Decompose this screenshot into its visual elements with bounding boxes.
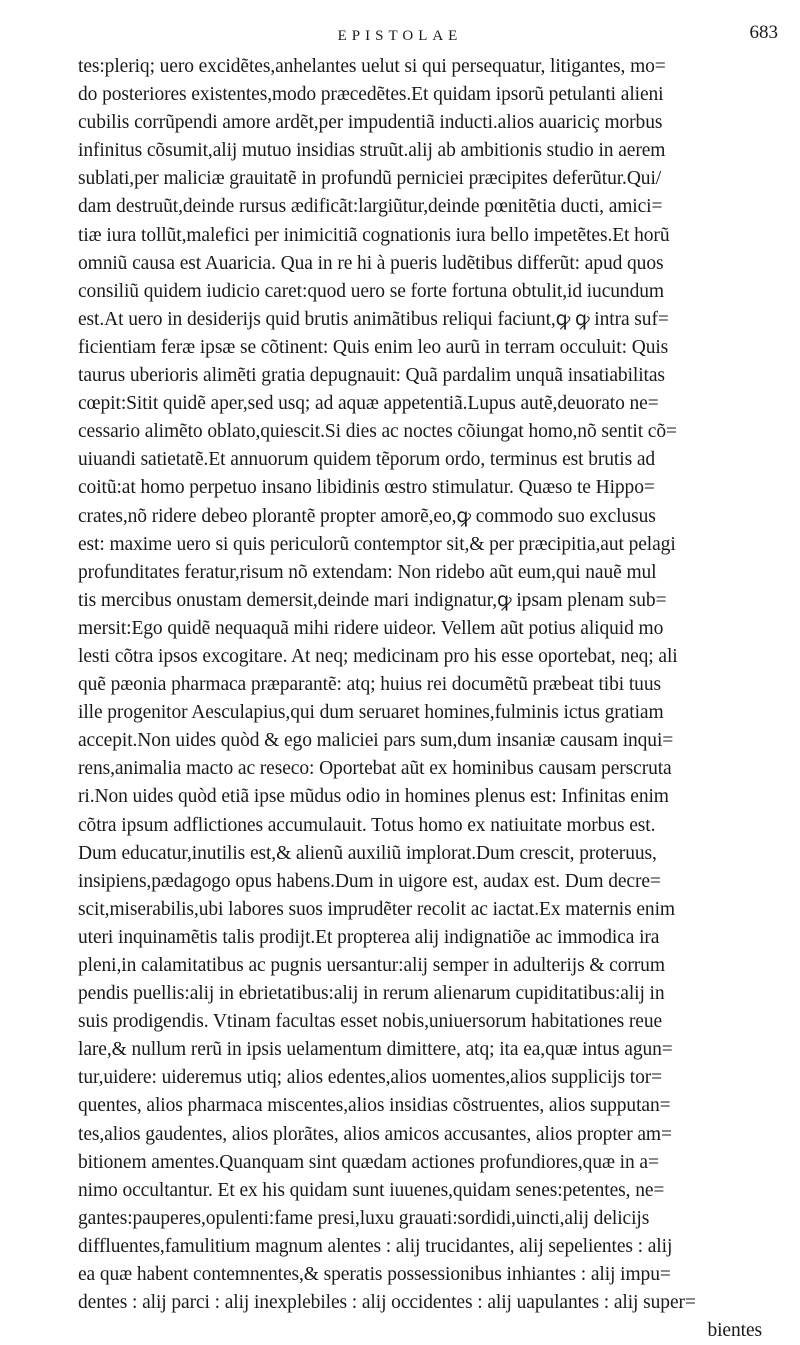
body-text [78, 53, 766, 1345]
text-line: taurus uberioris alimẽti gratia depugnauit: Quã pardalim unquã insatiabilitas [78, 365, 665, 387]
text-line: quẽ pæonia pharmaca præparantẽ: atq; huius rei documẽtũ præbeat tibi tuus [78, 674, 661, 696]
text-line: accepit.Non uides quòd & ego maliciei pars sum,dum insaniæ causam inqui= [78, 730, 674, 752]
text-line: diffluentes,famulitium magnum alentes : alij trucidantes, alij sepelientes : alij [78, 1235, 673, 1257]
text-line: bitionem amentes.Quanquam sint quædam actiones profundiores,quæ in a= [78, 1151, 659, 1173]
text-line: cœpit:Sitit quidẽ aper,sed usq; ad aquæ appetentiã.Lupus autẽ,deuorato ne= [78, 393, 659, 415]
text-line: coitũ:at homo perpetuo insano libidinis œstro stimulatur. Quæso te Hippo= [78, 477, 655, 499]
page-number: 683 [749, 22, 778, 43]
text-line: omniũ causa est Auaricia. Qua in re hi à pueris ludẽtibus differũt: apud quos [78, 252, 664, 274]
text-line: uteri inquinamẽtis talis prodijt.Et propterea alij indignatiõe ac immodica ira [78, 926, 660, 948]
running-head: EPISTOLAE [337, 28, 463, 44]
text-line: pleni,in calamitatibus ac pugnis uersantur:alij semper in adulterijs & corrum [78, 955, 665, 976]
text-line: cõtra ipsum adflictiones accumulauit. Totus homo ex natiuitate morbus est. [78, 814, 656, 836]
text-line: gantes:pauperes,opulenti:fame presi,luxu grauati:sordidi,uincti,alij delicijs [78, 1207, 650, 1229]
text-line: est: maxime uero si quis periculorũ contemptor sit,& per præcipitia,aut pelagi [78, 533, 676, 555]
text-line: infinitus cõsumit,alij mutuo insidias struũt.alij ab ambitionis studio in aerem [78, 140, 666, 162]
text-line: dentes : alij parci : alij inexplebiles : alij occidentes : alij uapulantes : alij super= [78, 1292, 696, 1314]
text-line: ri.Non uides quòd etiã ipse mũdus odio in homines plenus est: Infinitas enim [78, 786, 669, 808]
text-line: tes:pleriq; uero excidẽtes,anhelantes uelut si qui persequatur, litigantes, mo= [78, 56, 666, 77]
text-line: do posteriores existentes,modo præcedẽtes.Et quidam ipsorũ petulanti alieni [78, 84, 664, 106]
text-line: uiuandi satietatẽ.Et annuorum quidem tẽporum ordo, terminus est brutis ad [78, 449, 656, 471]
text-line: mersit:Ego quidẽ nequaquã mihi ridere uideor. Vellem aũt potius aliquid mo [78, 617, 664, 639]
text-line: Dum educatur,inutilis est,& alienũ auxiliũ implorat.Dum crescit, proteruus, [78, 842, 657, 864]
text-line: lesti cõtra ipsos excogitare. At neq; medicinam pro his esse oportebat, neq; ali [78, 645, 678, 667]
text-line: nimo occultantur. Et ex his quidam sunt iuuenes,quidam senes:petentes, ne= [78, 1179, 665, 1201]
text-line: profunditates feratur,risum nõ extendam: Non ridebo aũt eum,qui nauẽ mul [78, 561, 657, 583]
catchword: bientes [707, 1320, 762, 1342]
text-line: dam destruũt,deinde rursus ædificãt:largiũtur,deinde pœnitẽtia ducti, amici= [78, 196, 663, 218]
text-line: crates,nõ ridere debeo plorantẽ propter amorẽ,eo,ꝙ commodo suo exclusus [78, 505, 656, 527]
text-line: ficientiam feræ ipsæ se cõtinent: Quis enim leo aurũ in terram occuluit: Quis [78, 336, 669, 358]
text-line: est.At uero in desiderijs quid brutis animãtibus reliqui faciunt,ꝙ ꝙ intra suf= [78, 308, 669, 330]
text-line: lare,& nullum rerũ in ipsis uelamentum dimittere, atq; ita ea,quæ intus agun= [78, 1039, 673, 1061]
text-line: insipiens,pædagogo opus habens.Dum in uigore est, audax est. Dum decre= [78, 870, 661, 892]
text-line: cessario alimẽto oblato,quiescit.Si dies ac noctes cõiungat homo,nõ sentit cõ= [78, 421, 677, 443]
text-line: pendis puellis:alij in ebrietatibus:alij in rerum alienarum cupiditatibus:alij in [78, 983, 665, 1005]
text-line: quentes, alios pharmaca miscentes,alios insidias cõstruentes, alios supputan= [78, 1095, 671, 1117]
text-line: ea quæ habent contemnentes,& speratis possessionibus inhiantes : alij impu= [78, 1264, 671, 1286]
text-line: cubilis corrũpendi amore ardẽt,per impudentiã inducti.alios auariciç morbus [78, 112, 663, 134]
text-line: scit,miserabilis,ubi labores suos imprudẽter recolit ac iactat.Ex maternis enim [78, 898, 675, 920]
text-line: tiæ iura tollũt,malefici per inimicitiã cognationis iura bello impetẽtes.Et horũ [78, 224, 670, 246]
text-line: tur,uidere: uideremus utiq; alios edentes,alios uomentes,alios supplicijs tor= [78, 1067, 663, 1089]
text-line: tes,alios gaudentes, alios plorãtes, alios amicos accusantes, alios propter am= [78, 1123, 672, 1145]
text-line: rens,animalia macto ac reseco: Oportebat aũt ex hominibus causam perscruta [78, 758, 672, 780]
text-line: consiliũ quidem iudicio caret:quod uero se forte fortuna obtulit,id iucundum [78, 280, 664, 302]
text-line: tis mercibus onustam demersit,deinde mari indignatur,ꝙ ipsam plenam sub= [78, 589, 667, 611]
text-line: suis prodigendis. Vtinam facultas esset nobis,uniuersorum habitationes reue [78, 1011, 663, 1033]
text-line: ille progenitor Aesculapius,qui dum seruaret homines,fulminis ictus gratiam [78, 702, 664, 724]
text-line: sublati,per maliciæ grauitatẽ in profundũ perniciei præcipites deferũtur.Qui/ [78, 168, 662, 190]
